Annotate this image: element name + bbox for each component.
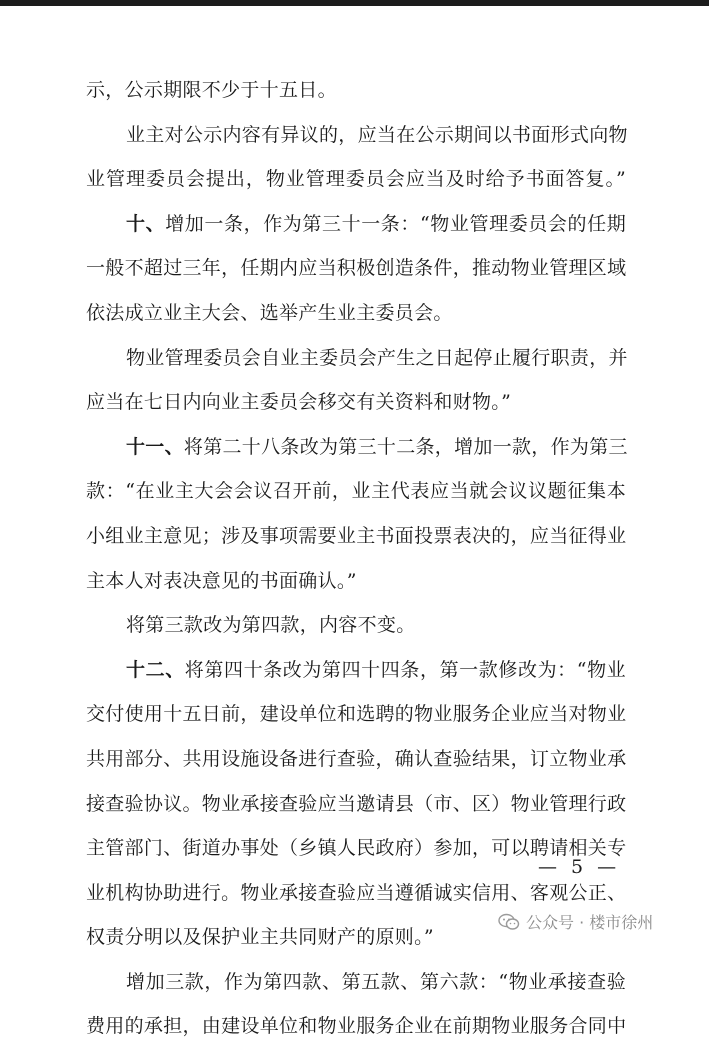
top-border (0, 0, 709, 6)
item-eleven-line (86, 425, 626, 470)
text-line: 将第二十八条改为第三十二条，增加一款，作为第三 (183, 435, 628, 458)
item-twelve-line (86, 648, 626, 693)
page-number: — 5 — (538, 856, 621, 878)
text-line: 增加一条，作为第三十一条：“物业管理委员会的任期 (165, 212, 626, 235)
watermark-text: 公众号 · 楼市徐州 (526, 913, 654, 932)
text-line: 业主对公示内容有异议的，应当在公示期间以书面形式向物 (126, 123, 628, 146)
text-line: 依法成立业主大会、选举产生业主委员会。 (86, 301, 453, 324)
text-line: 共用部分、共用设施设备进行查验，确认查验结果，订立物业承 (86, 747, 627, 770)
text-line: 将第四十条改为第四十四条，第一款修改为：“物业 (184, 658, 626, 681)
text-line: 业管理委员会提出，物业管理委员会应当及时给予书面答复。” (86, 168, 626, 191)
text-line: 物业管理委员会自业主委员会产生之日起停止履行职责，并 (126, 346, 628, 369)
document-page (86, 68, 626, 1049)
text-line: 示，公示期限不少于十五日。 (86, 79, 337, 101)
text-line: 将第三款改为第四款，内容不变。 (126, 614, 416, 637)
text-line: 小组业主意见；涉及事项需要业主书面投票表决的，应当征得业 (86, 524, 627, 547)
item-eleven-number: 十一、 (126, 435, 184, 458)
text-line: 接查验协议。物业承接查验应当邀请县（市、区）物业管理行政 (86, 792, 627, 815)
text-line: 应当在七日内向业主委员会移交有关资料和财物。” (86, 391, 512, 414)
text-line: 权责分明以及保护业主共同财产的原则。” (86, 926, 434, 949)
text-line: 费用的承担，由建设单位和物业服务企业在前期物业服务合同中 (86, 1015, 627, 1038)
text-line: 增加三款，作为第四款、第五款、第六款：“物业承接查验 (126, 970, 626, 993)
wechat-icon (498, 913, 520, 931)
text-line: 业机构协助进行。物业承接查验应当遵循诚实信用、客观公正、 (86, 881, 627, 904)
text-line: 一般不超过三年，任期内应当积极创造条件，推动物业管理区域 (86, 257, 627, 280)
text-line: 主管部门、街道办事处（乡镇人民政府）参加，可以聘请相关专 (86, 837, 627, 860)
item-twelve-number: 十二、 (126, 658, 185, 681)
text-line: 主本人对表决意见的书面确认。” (86, 569, 357, 592)
text-line: 交付使用十五日前，建设单位和选聘的物业服务企业应当对物业 (86, 703, 627, 726)
wechat-watermark (498, 910, 653, 933)
item-ten-line (86, 202, 626, 247)
item-ten-number: 十、 (126, 212, 166, 235)
text-line: 款：“在业主大会会议召开前，业主代表应当就会议议题征集本 (86, 480, 626, 503)
